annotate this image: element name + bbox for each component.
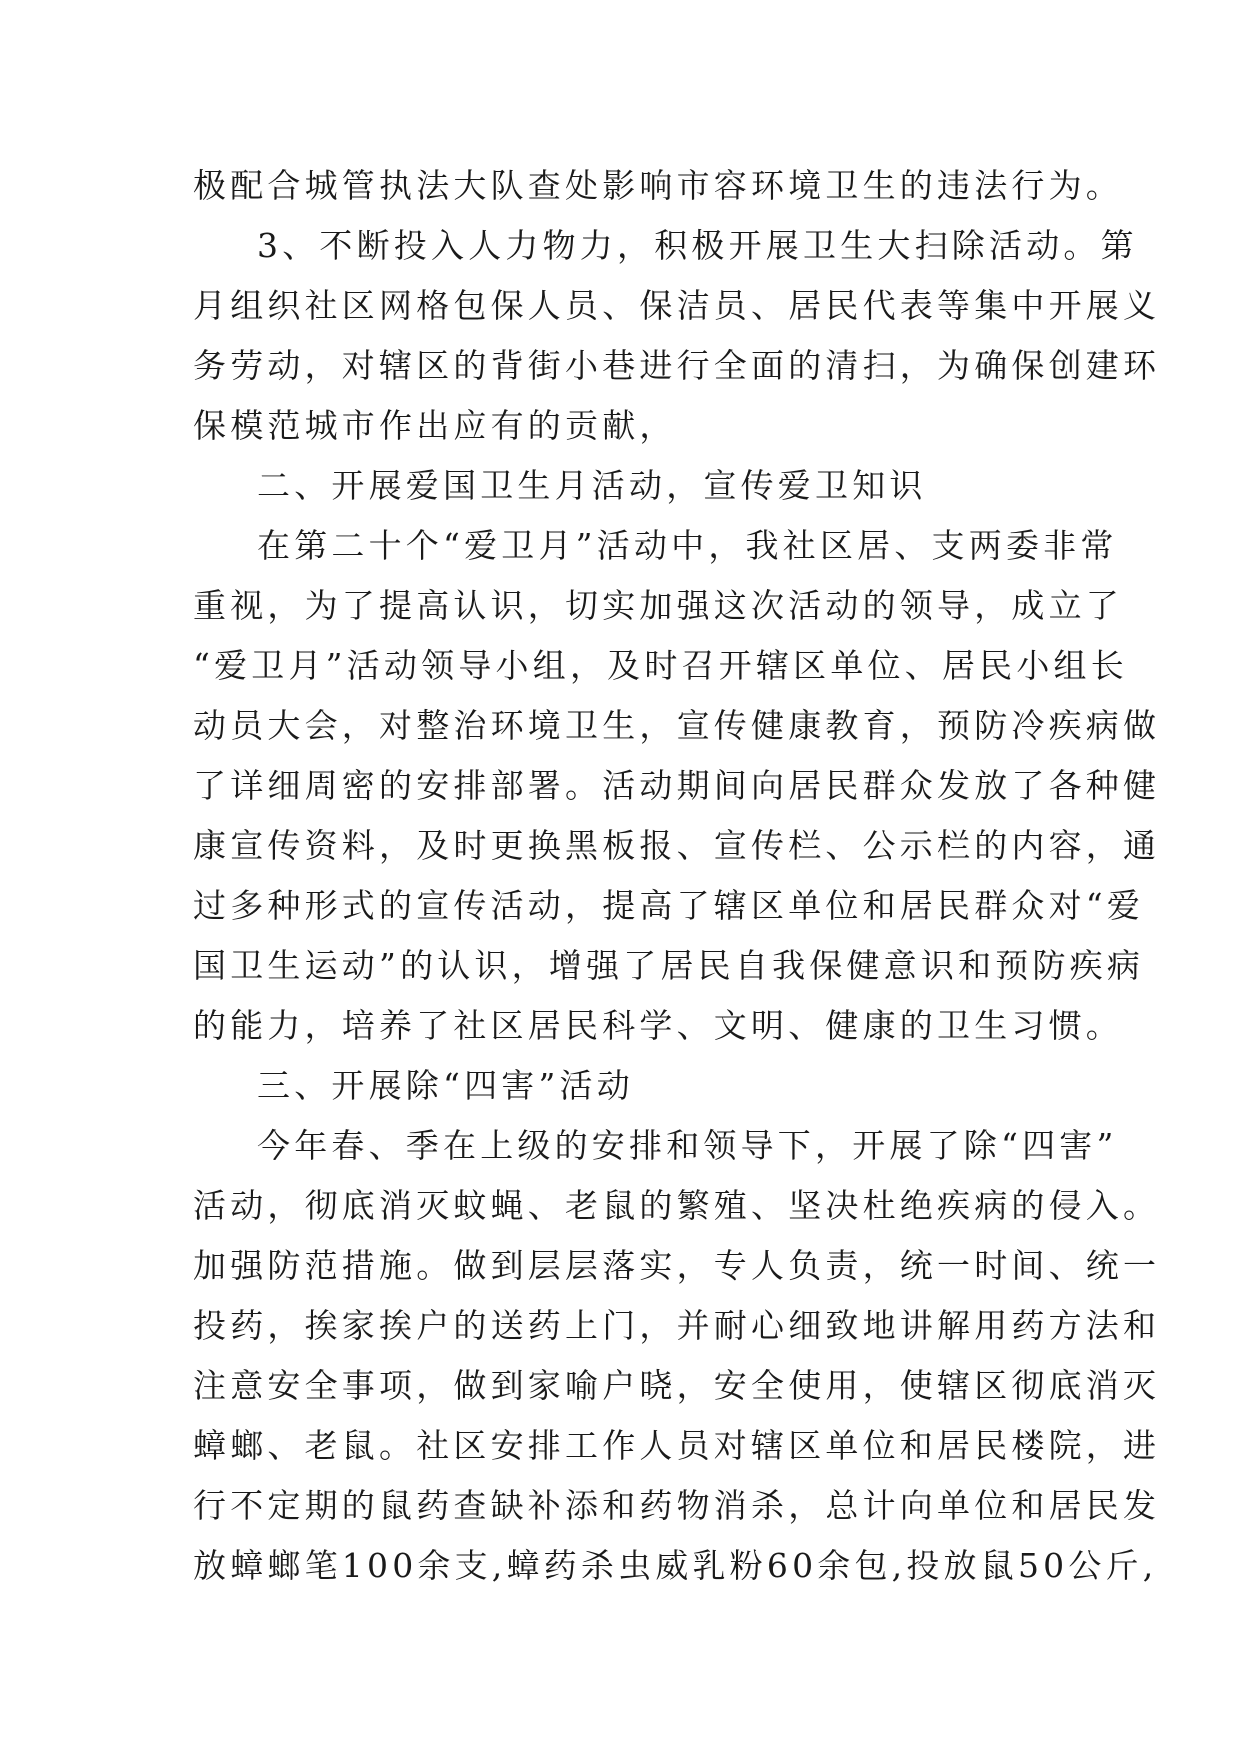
body-line-18: 活动，彻底消灭蚊蝇、老鼠的繁殖、坚决杜绝疾病的侵入。	[193, 1186, 1161, 1225]
body-line-21: 注意安全事项，做到家喻户晓，安全使用，使辖区彻底消灭	[193, 1366, 1161, 1405]
body-line-7: 在第二十个“爱卫月”活动中，我社区居、支两委非常	[257, 526, 1118, 565]
body-line-19: 加强防范措施。做到层层落实，专人负责，统一时间、统一	[193, 1246, 1161, 1285]
body-line-23: 行不定期的鼠药查缺补添和药物消杀，总计向单位和居民发	[193, 1486, 1161, 1525]
body-line-8: 重视，为了提高认识，切实加强这次活动的领导，成立了	[193, 586, 1123, 625]
section-heading-3: 三、开展除“四害”活动	[257, 1066, 634, 1105]
body-line-20: 投药，挨家挨户的送药上门，并耐心细致地讲解用药方法和	[193, 1306, 1161, 1345]
body-line-10: 动员大会，对整治环境卫生，宣传健康教育，预防冷疾病做	[193, 706, 1161, 745]
body-line-5: 保模范城市作出应有的贡献，	[193, 406, 677, 445]
body-line-14: 国卫生运动”的认识，增强了居民自我保健意识和预防疾病	[193, 946, 1145, 985]
body-line-13: 过多种形式的宣传活动，提高了辖区单位和居民群众对“爱	[193, 886, 1145, 925]
body-line-2: 3、不断投入人力物力，积极开展卫生大扫除活动。第	[257, 226, 1138, 265]
body-line-15: 的能力，培养了社区居民科学、文明、健康的卫生习惯。	[193, 1006, 1123, 1045]
section-heading-2: 二、开展爱国卫生月活动，宣传爱卫知识	[257, 466, 927, 505]
body-line-4: 务劳动，对辖区的背街小巷进行全面的清扫，为确保创建环	[193, 346, 1161, 385]
body-line-12: 康宣传资料，及时更换黑板报、宣传栏、公示栏的内容，通	[193, 826, 1161, 865]
body-line-3: 月组织社区网格包保人员、保洁员、居民代表等集中开展义	[193, 286, 1161, 325]
body-line-17: 今年春、季在上级的安排和领导下，开展了除“四害”	[257, 1126, 1118, 1165]
body-line-22: 蟑螂、老鼠。社区安排工作人员对辖区单位和居民楼院，进	[193, 1426, 1161, 1465]
body-line-11: 了详细周密的安排部署。活动期间向居民群众发放了各种健	[193, 766, 1161, 805]
document-body	[193, 156, 1161, 1596]
body-line-9: “爱卫月”活动领导小组，及时召开辖区单位、居民小组长	[193, 646, 1128, 685]
body-line-1: 极配合城管执法大队查处影响市容环境卫生的违法行为。	[193, 166, 1123, 205]
body-line-24: 放蟑螂笔100余支,蟑药杀虫威乳粉60余包,投放鼠50公斤,	[193, 1546, 1158, 1585]
